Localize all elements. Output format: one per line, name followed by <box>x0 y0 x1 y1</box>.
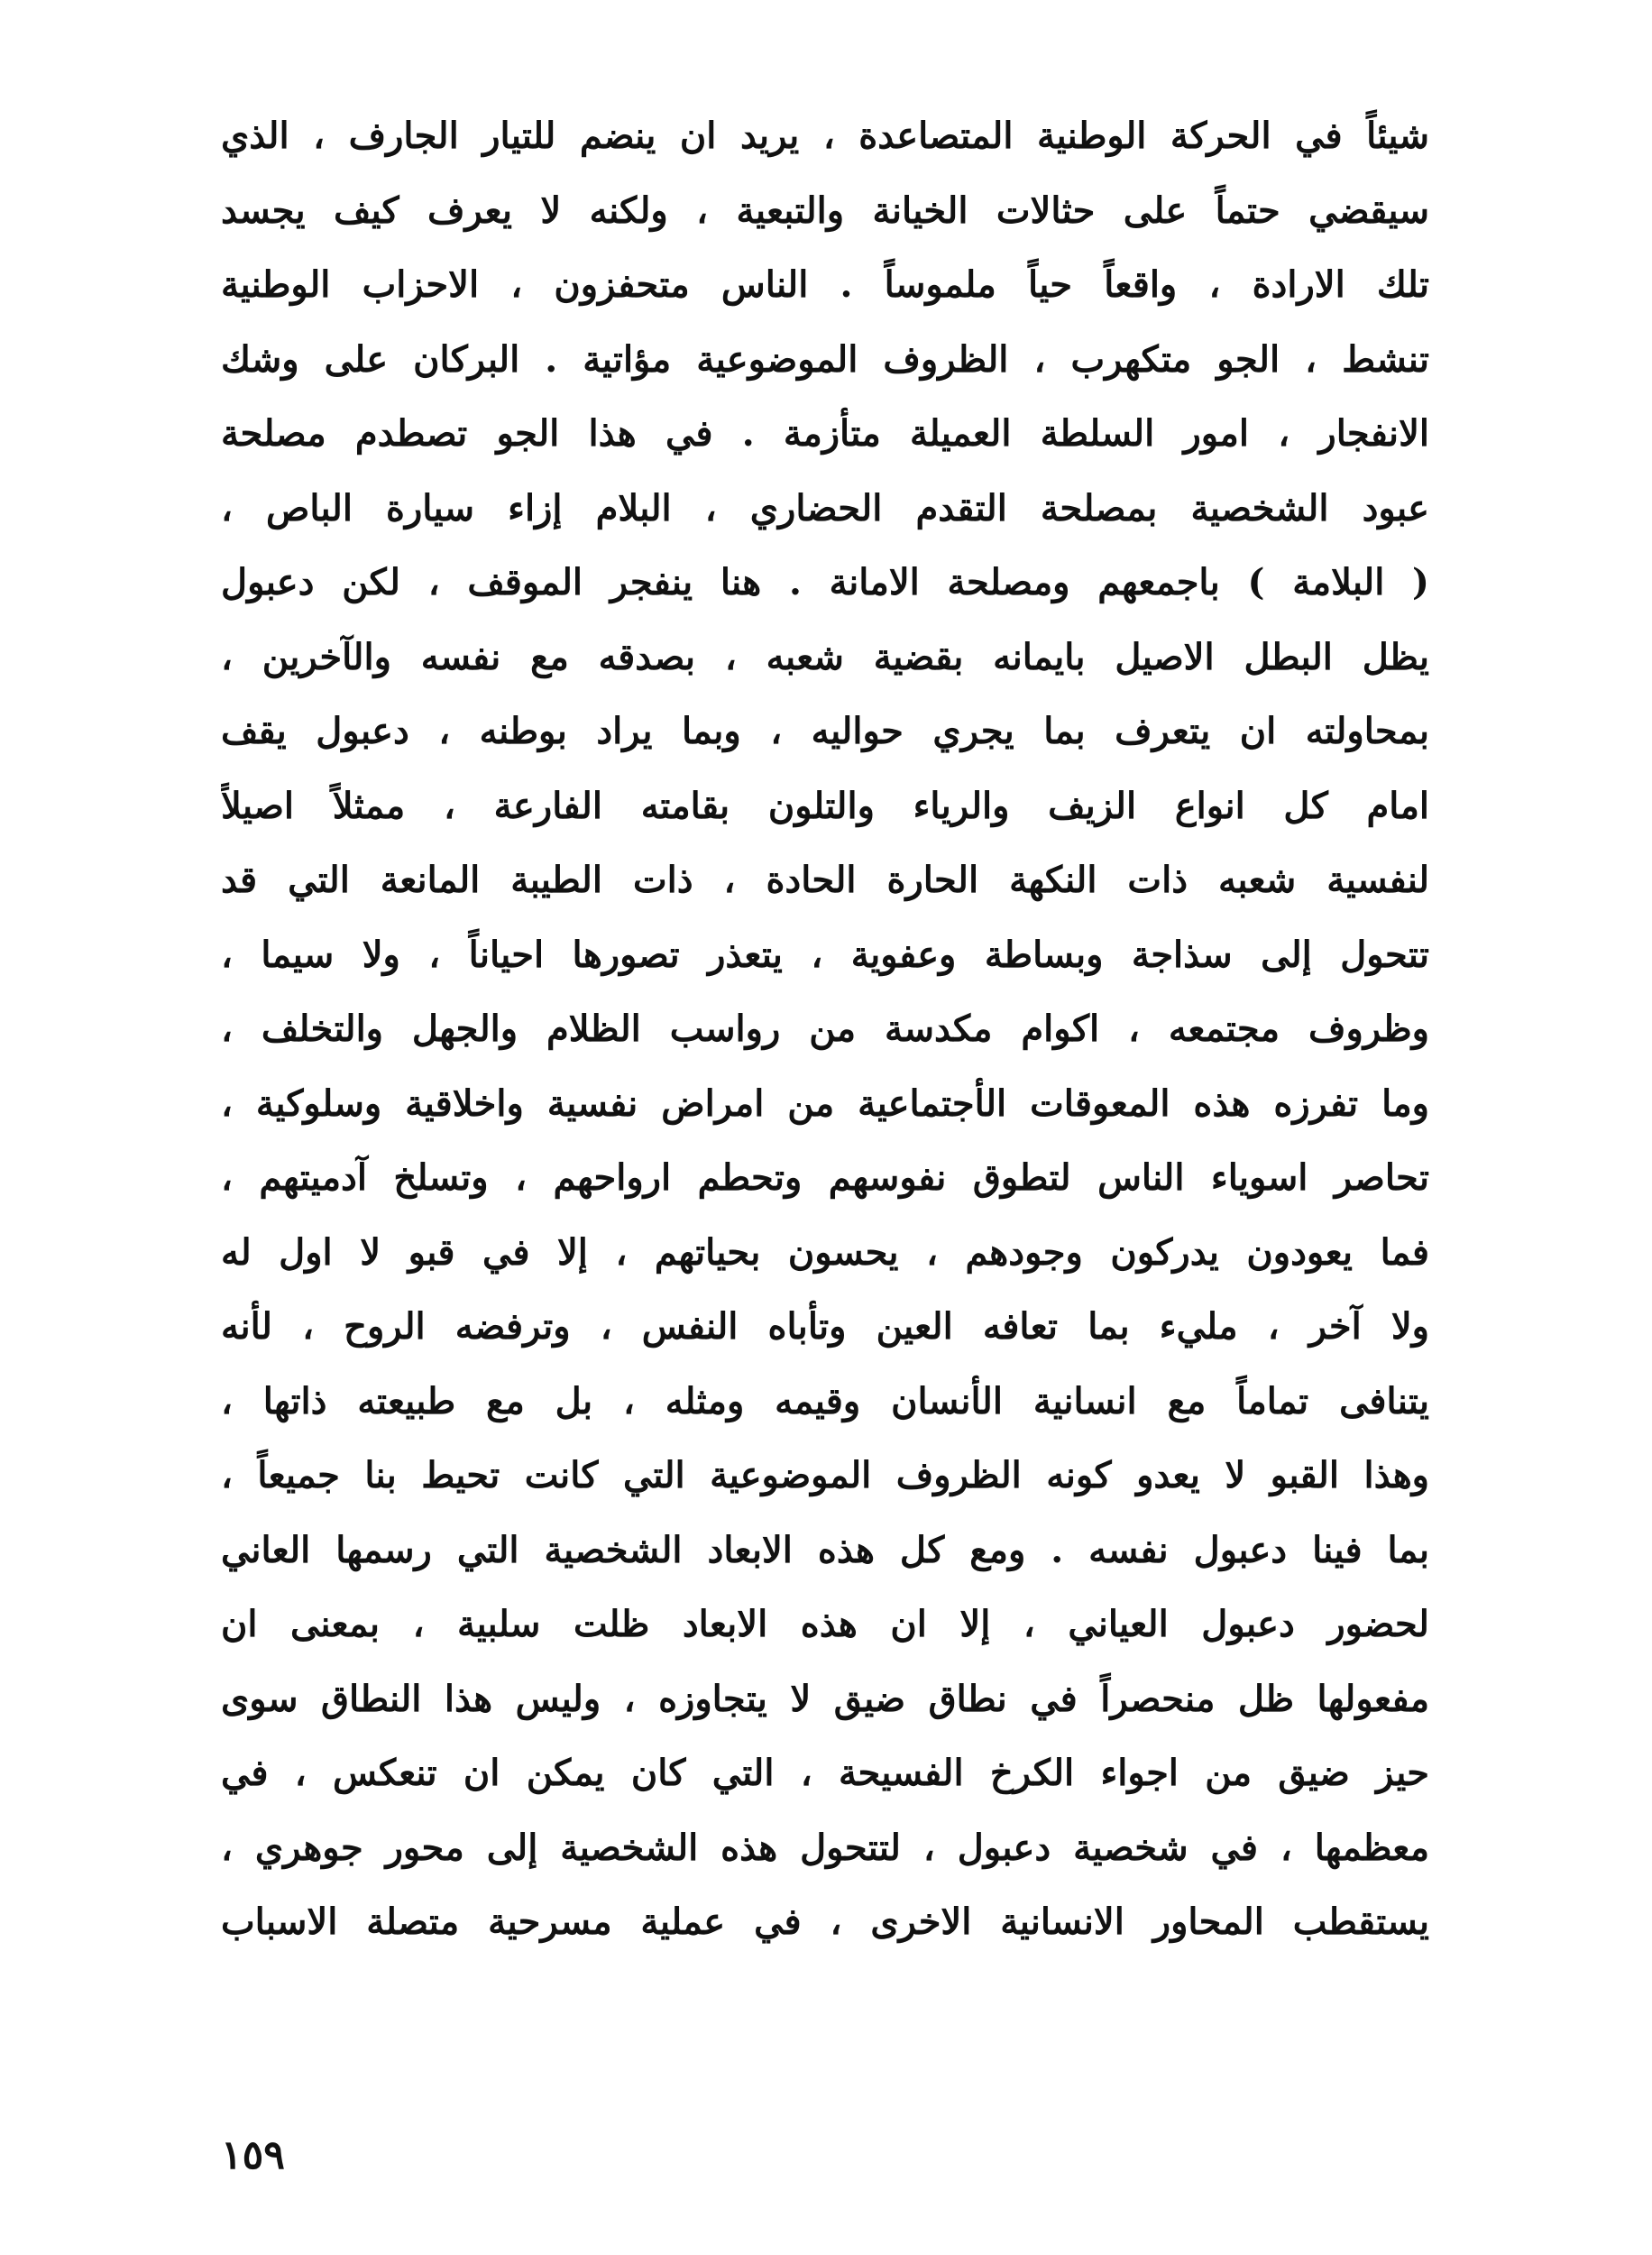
text-line: وهذا القبو لا يعدو كونه الظروف الموضوعية التي كانت تحيط بنا جميعاً ، <box>221 1454 1429 1496</box>
text-line: سيقضي حتماً على حثالات الخيانة والتبعية ، ولكنه لا يعرف كيف يجسد <box>221 189 1429 232</box>
text-line: ( البلامة ) باجمعهم ومصلحة الامانة . هنا ينفجر الموقف ، لكن دعبول <box>221 561 1429 603</box>
text-line: تنشط ، الجو متكهرب ، الظروف الموضوعية مؤاتية . البركان على وشك <box>221 337 1429 381</box>
text-line: ولا آخر ، مليء بما تعافه العين وتأباه النفس ، وترفضه الروح ، لأنه <box>221 1305 1429 1348</box>
text-line: تحاصر اسوياء الناس لتطوق نفوسهم وتحطم ارواحهم ، وتسلخ آدميتهم ، <box>221 1156 1429 1199</box>
text-line: بمحاولته ان يتعرف بما يجري حواليه ، وبما يراد بوطنه ، دعبول يقف <box>221 710 1429 752</box>
text-line: فما يعودون يدركون وجودهم ، يحسون بحياتهم ، إلا في قبو لا اول له <box>221 1230 1429 1274</box>
text-line: تتحول إلى سذاجة وبساطة وعفوية ، يتعذر تصورها احياناً ، ولا سيما ، <box>221 933 1429 976</box>
text-line: الانفجار ، امور السلطة العميلة متأزمة . في هذا الجو تصطدم مصلحة <box>221 412 1429 455</box>
text-line: بما فينا دعبول نفسه . ومع كل هذه الابعاد الشخصية التي رسمها العاني <box>221 1528 1429 1571</box>
text-line: لنفسية شعبه ذات النكهة الحارة الحادة ، ذات الطيبة المانعة التي قد <box>221 859 1429 901</box>
text-line: يستقطب المحاور الانسانية الاخرى ، في عملية مسرحية متصلة الاسباب <box>221 1901 1429 1943</box>
text-line: تلك الارادة ، واقعاً حياً ملموساً . الناس متحفزون ، الاحزاب الوطنية <box>221 263 1429 306</box>
text-line: امام كل انواع الزيف والرياء والتلون بقامته الفارعة ، ممثلاً اصيلاً <box>221 784 1429 827</box>
text-line: يتنافى تماماً مع انسانية الأنسان وقيمه ومثله ، بل مع طبيعته ذاتها ، <box>221 1379 1429 1422</box>
text-line: وظروف مجتمعه ، اكوام مكدسة من رواسب الظلام والجهل والتخلف ، <box>221 1008 1429 1050</box>
text-line: حيز ضيق من اجواء الكرخ الفسيحة ، التي كان يمكن ان تنعكس ، في <box>221 1752 1429 1794</box>
text-line: يظل البطل الاصيل بايمانه بقضية شعبه ، بصدقه مع نفسه والآخرين ، <box>221 635 1429 678</box>
text-line: لحضور دعبول العياني ، إلا ان هذه الابعاد ظلت سلبية ، بمعنى ان <box>221 1603 1429 1645</box>
text-line: مفعولها ظل منحصراً في نطاق ضيق لا يتجاوزه ، وليس هذا النطاق سوى <box>221 1677 1429 1720</box>
body-text <box>221 99 1429 1960</box>
text-line: وما تفرزه هذه المعوقات الأجتماعية من امراض نفسية واخلاقية وسلوكية ، <box>221 1081 1429 1125</box>
page-number: ١٥٩ <box>221 2132 285 2178</box>
text-line: شيئاً في الحركة الوطنية المتصاعدة ، يريد ان ينضم للتيار الجارف ، الذي <box>221 115 1429 157</box>
text-line: عبود الشخصية بمصلحة التقدم الحضاري ، البلام إزاء سيارة الباص ، <box>221 486 1429 529</box>
text-line: معظمها ، في شخصية دعبول ، لتتحول هذه الشخصية إلى محور جوهري ، <box>221 1826 1429 1869</box>
